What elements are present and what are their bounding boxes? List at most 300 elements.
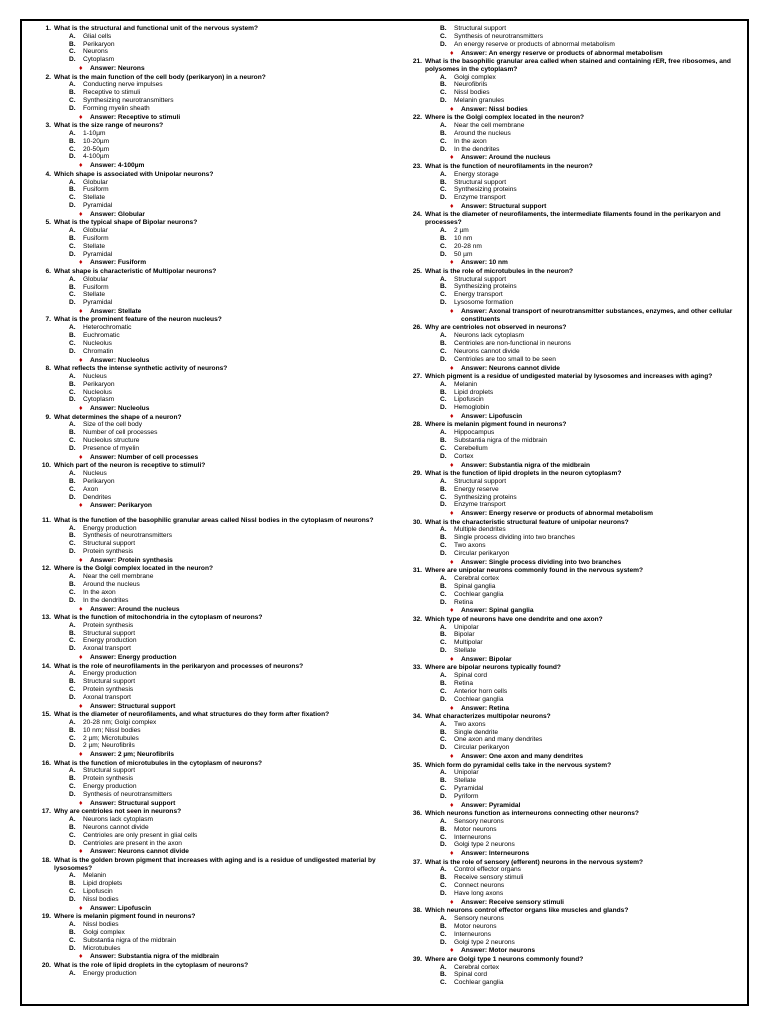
- question-number: 2 .: [36, 74, 51, 82]
- answer-line: [36, 259, 381, 267]
- document-page: [20, 19, 749, 1006]
- option-text: Around the nucleus: [83, 581, 140, 588]
- option-text: Nucleolus: [83, 388, 112, 396]
- option-text: Cerebral cortex: [454, 963, 500, 971]
- question-block: [36, 316, 381, 364]
- red-diamond-bullet-icon: ♦: [79, 556, 83, 564]
- option-text: 10-20µm: [83, 137, 110, 145]
- option-text: Fusiform: [83, 234, 109, 242]
- option-letter: C .: [440, 979, 447, 987]
- option-text: 20-28 nm: [454, 242, 482, 250]
- question-number: 4 .: [36, 171, 51, 179]
- option: [36, 130, 381, 138]
- option-letter: C .: [69, 937, 76, 945]
- option: [36, 348, 381, 356]
- question-block: [407, 567, 747, 615]
- option-text: Receive sensory stimuli: [454, 874, 524, 882]
- option: [407, 680, 747, 688]
- option-text: Energy transport: [454, 291, 503, 299]
- question-block: [36, 122, 381, 170]
- question-text: [407, 713, 747, 721]
- option-letter: D .: [69, 348, 76, 356]
- option-letter: C .: [69, 888, 76, 896]
- option: [36, 291, 381, 299]
- answer-prefix: Answer:: [461, 655, 488, 663]
- option: [36, 437, 381, 445]
- question-label: Where are unipolar neurons commonly found in the nervous system?: [425, 567, 643, 575]
- option-text: Cortex: [454, 452, 474, 460]
- option: [36, 243, 381, 251]
- answer-text: Nucleolus: [117, 405, 150, 413]
- question-label: Why are centrioles not seen in neurons?: [54, 808, 182, 816]
- option: [407, 227, 747, 235]
- option-letter: A .: [69, 276, 76, 284]
- option-letter: B .: [69, 824, 76, 832]
- option-letter: C .: [440, 291, 447, 299]
- answer-prefix: Answer:: [461, 704, 488, 712]
- question-label: Where is the Golgi complex located in the neuron?: [54, 565, 214, 573]
- option-text: Control effector organs: [454, 866, 521, 874]
- question-text: [407, 664, 747, 672]
- question-block: [36, 962, 381, 978]
- option-text: Energy reserve: [454, 485, 499, 493]
- option-text: 2 µm; Microtubules: [83, 734, 139, 742]
- option-text: Single dendrite: [454, 728, 498, 736]
- option-letter: B .: [440, 283, 447, 291]
- question-block: [407, 810, 747, 858]
- option-text: Number of cell processes: [83, 429, 158, 437]
- option-letter: D .: [440, 194, 447, 202]
- question-block: [36, 25, 381, 73]
- question-block: [36, 517, 381, 565]
- option-letter: B .: [440, 971, 447, 979]
- question-text: [36, 268, 381, 276]
- option-letter: A .: [69, 81, 76, 89]
- option-text: Nissl bodies: [83, 921, 119, 928]
- option: [36, 791, 381, 799]
- option-letter: A .: [69, 970, 76, 978]
- option: [36, 33, 381, 41]
- red-diamond-bullet-icon: ♦: [450, 364, 454, 372]
- option: [36, 929, 381, 937]
- option-letter: B .: [69, 186, 76, 194]
- option-letter: B .: [69, 478, 76, 486]
- red-diamond-bullet-icon: ♦: [79, 654, 83, 662]
- question-number: 1 .: [36, 25, 51, 33]
- question-text: [407, 114, 747, 122]
- option-letter: D .: [440, 146, 447, 154]
- question-block: [407, 211, 747, 267]
- question-number: 31 .: [407, 567, 422, 575]
- answer-line: [36, 405, 381, 413]
- answer-line: [407, 947, 747, 955]
- option-text: Cochlear ganglia: [454, 695, 504, 703]
- red-diamond-bullet-icon: ♦: [450, 105, 454, 113]
- option-letter: C .: [440, 931, 447, 939]
- option-text: Nucleus: [83, 372, 107, 380]
- option: [36, 105, 381, 113]
- option-text: Melanin granules: [454, 97, 505, 105]
- option-text: Receptive to stimuli: [83, 89, 141, 97]
- question-label: What is the role of neurofilaments in the perikaryon and processes of neurons?: [54, 662, 304, 670]
- option: [36, 251, 381, 259]
- option-letter: B .: [69, 89, 76, 97]
- red-diamond-bullet-icon: ♦: [79, 308, 83, 316]
- answer-line: [407, 656, 747, 664]
- option-text: Fusiform: [83, 186, 109, 194]
- option-text: Structural support: [83, 767, 136, 775]
- option: [36, 299, 381, 307]
- option-letter: B .: [69, 581, 76, 589]
- option-letter: D .: [69, 645, 76, 653]
- option: [407, 146, 747, 154]
- option: [407, 841, 747, 849]
- option: [36, 767, 381, 775]
- option: [407, 818, 747, 826]
- option-letter: A .: [440, 526, 447, 534]
- option: [407, 130, 747, 138]
- question-label: Where are Golgi type 1 neurons commonly found?: [425, 955, 584, 963]
- option-letter: B .: [440, 25, 447, 33]
- option-letter: C .: [440, 591, 447, 599]
- question-label: What is the function of mitochondria in the cytoplasm of neurons?: [54, 613, 263, 621]
- question-label: What is the diameter of neurofilaments, the intermediate filaments found in the perikaryon and processes?: [425, 211, 721, 227]
- option-text: Lysosome formation: [454, 299, 514, 307]
- option: [36, 478, 381, 486]
- option-letter: A .: [440, 866, 447, 874]
- option-letter: C .: [69, 735, 76, 743]
- option-text: Energy production: [83, 670, 137, 678]
- option-letter: C .: [440, 882, 447, 890]
- option-letter: A .: [69, 227, 76, 235]
- option-text: Neurons lack cytoplasm: [454, 332, 524, 340]
- question-number: 14 .: [36, 663, 51, 671]
- question-label: What is the role of lipid droplets in the cytoplasm of neurons?: [54, 961, 249, 969]
- option-text: Structural support: [83, 678, 136, 686]
- question-text: [407, 268, 747, 276]
- option-letter: B .: [440, 680, 447, 688]
- red-diamond-bullet-icon: ♦: [79, 453, 83, 461]
- answer-text: Fusiform: [117, 259, 147, 267]
- option-letter: A .: [440, 171, 447, 179]
- option-letter: B .: [440, 81, 447, 89]
- question-label: Where is melanin pigment found in neurons?: [54, 913, 196, 921]
- option-text: Nissl bodies: [454, 89, 490, 97]
- option-text: Energy production: [83, 969, 137, 977]
- answer-prefix: Answer:: [461, 105, 488, 113]
- question-label: What determines the shape of a neuron?: [54, 413, 182, 421]
- question-number: 33 .: [407, 664, 422, 672]
- option-letter: B .: [69, 630, 76, 638]
- option: [36, 89, 381, 97]
- answer-line: [36, 114, 381, 122]
- option: [407, 769, 747, 777]
- question-block: [36, 365, 381, 413]
- option-letter: A .: [440, 276, 447, 284]
- option-letter: A .: [440, 575, 447, 583]
- red-diamond-bullet-icon: ♦: [450, 898, 454, 906]
- option-text: Energy production: [83, 637, 137, 645]
- question-number: 16 .: [36, 760, 51, 768]
- question-text: [36, 414, 381, 422]
- option-text: Perikaryon: [83, 380, 115, 388]
- answer-line: [36, 357, 381, 365]
- option-letter: A .: [69, 130, 76, 138]
- option-text: 2 µm: [454, 227, 469, 235]
- option-letter: D .: [440, 599, 447, 607]
- answer-text: Motor neurons: [488, 947, 536, 955]
- answer-prefix: Answer:: [90, 605, 117, 613]
- answer-prefix: Answer:: [90, 259, 117, 267]
- option-text: Golgi type 2 neurons: [454, 938, 515, 946]
- question-label: What is the prominent feature of the neuron nucleus?: [54, 316, 222, 324]
- option-text: Pyramidal: [83, 202, 113, 210]
- red-diamond-bullet-icon: ♦: [450, 259, 454, 267]
- question-label: What is the function of lipid droplets in the neuron cytoplasm?: [425, 470, 622, 478]
- option-text: Size of the cell body: [83, 421, 143, 429]
- option-letter: A .: [69, 324, 76, 332]
- option: [36, 888, 381, 896]
- question-text: [36, 565, 381, 573]
- option-text: Retina: [454, 598, 474, 606]
- option-letter: A .: [440, 381, 447, 389]
- answer-line: [36, 454, 381, 462]
- question-label: Which neurons control effector organs like muscles and glands?: [425, 907, 629, 915]
- option-letter: B .: [440, 874, 447, 882]
- option-letter: D .: [440, 550, 447, 558]
- answer-line: [36, 953, 381, 961]
- question-number: 25 .: [407, 268, 422, 276]
- answer-prefix: Answer:: [90, 751, 117, 759]
- question-block: [36, 219, 381, 267]
- question-block: [407, 324, 747, 372]
- option: [407, 291, 747, 299]
- option-text: Hippocampus: [454, 429, 495, 437]
- option-letter: D .: [69, 694, 76, 702]
- option-text: Synthesizing proteins: [454, 493, 517, 501]
- answer-prefix: Answer:: [90, 904, 117, 912]
- option-letter: A .: [69, 872, 76, 880]
- option-letter: A .: [440, 624, 447, 632]
- option-letter: C .: [69, 291, 76, 299]
- question-block: [407, 268, 747, 324]
- option: [36, 202, 381, 210]
- answer-line: [407, 705, 747, 713]
- option: [407, 332, 747, 340]
- red-diamond-bullet-icon: ♦: [450, 49, 454, 57]
- question-label: Where is melanin pigment found in neurons?: [425, 421, 567, 429]
- answer-text: Structural support: [117, 799, 176, 807]
- option-text: Multiple dendrites: [454, 526, 506, 534]
- option-text: Near the cell membrane: [454, 122, 525, 130]
- answer-text: Energy production: [117, 654, 177, 662]
- question-number: 15 .: [36, 711, 51, 719]
- red-diamond-bullet-icon: ♦: [450, 801, 454, 809]
- option-text: Glial cells: [83, 32, 112, 40]
- question-label: What shape is characteristic of Multipolar neurons?: [54, 267, 217, 275]
- option-text: Circular perikaryon: [454, 549, 510, 557]
- question-label: What is the main function of the cell body (perikaryon) in a neuron?: [54, 73, 266, 81]
- answer-prefix: Answer:: [461, 49, 488, 57]
- answer-text: One axon and many dendrites: [488, 753, 584, 761]
- option-text: Cerebral cortex: [454, 575, 500, 583]
- red-diamond-bullet-icon: ♦: [450, 203, 454, 211]
- red-diamond-bullet-icon: ♦: [450, 413, 454, 421]
- option: [407, 171, 747, 179]
- option: [36, 486, 381, 494]
- option-text: Enzyme transport: [454, 501, 506, 509]
- option: [407, 356, 747, 364]
- option-letter: D .: [440, 404, 447, 412]
- option: [36, 832, 381, 840]
- question-block: [36, 808, 381, 856]
- answer-line: [407, 559, 747, 567]
- option-letter: B .: [69, 235, 76, 243]
- option-text: In the axon: [454, 137, 487, 145]
- answer-text: Bipolar: [488, 655, 512, 663]
- answer-prefix: Answer:: [90, 453, 117, 461]
- option-text: Microtubules: [83, 944, 121, 952]
- answer-line: [36, 751, 381, 759]
- option-text: Structural support: [454, 477, 507, 485]
- option-letter: A .: [69, 373, 76, 381]
- option-letter: D .: [440, 841, 447, 849]
- option: [36, 824, 381, 832]
- option-letter: D .: [69, 896, 76, 904]
- option-text: Protein synthesis: [83, 621, 134, 629]
- option-letter: B .: [69, 678, 76, 686]
- red-diamond-bullet-icon: ♦: [79, 259, 83, 267]
- option-letter: B .: [440, 179, 447, 187]
- option-letter: D .: [69, 742, 76, 750]
- red-diamond-bullet-icon: ♦: [450, 947, 454, 955]
- option-text: 20-50µm: [83, 145, 110, 153]
- option: [407, 639, 747, 647]
- option-text: Unipolar: [454, 623, 479, 631]
- answer-prefix: Answer:: [90, 502, 117, 510]
- option-text: Interneurons: [454, 930, 492, 938]
- answer-prefix: Answer:: [461, 801, 488, 809]
- option-letter: C .: [440, 243, 447, 251]
- option-letter: D .: [440, 251, 447, 259]
- option-letter: C .: [440, 834, 447, 842]
- option-letter: D .: [69, 251, 76, 259]
- option-text: Cochlear ganglia: [454, 590, 504, 598]
- option-letter: D .: [69, 396, 76, 404]
- option-letter: B .: [440, 826, 447, 834]
- option-text: Have long axons: [454, 890, 504, 898]
- option-letter: C .: [69, 686, 76, 694]
- option: [407, 550, 747, 558]
- option-letter: B .: [69, 775, 76, 783]
- option-text: Conducting nerve impulses: [83, 81, 163, 89]
- option: [36, 284, 381, 292]
- option-letter: B .: [69, 41, 76, 49]
- option-text: Near the cell membrane: [83, 573, 154, 581]
- option-text: Centrioles are present in the axon: [83, 839, 182, 847]
- option-text: Energy production: [83, 524, 137, 532]
- question-block: [36, 414, 381, 462]
- option-letter: C .: [440, 494, 447, 502]
- answer-prefix: Answer:: [461, 850, 488, 858]
- question-block: [36, 74, 381, 122]
- option-letter: A .: [440, 227, 447, 235]
- option-letter: B .: [69, 429, 76, 437]
- answer-text: Single process dividing into two branches: [488, 558, 622, 566]
- answer-prefix: Answer:: [461, 753, 488, 761]
- question-number: 5 .: [36, 219, 51, 227]
- option-letter: D .: [440, 356, 447, 364]
- option: [407, 964, 747, 972]
- answer-line: [36, 308, 381, 316]
- question-label: What is the function of the basophilic granular areas called Nissl bodies in the cytoplasm of neurons?: [54, 516, 374, 524]
- option: [407, 971, 747, 979]
- answer-text: Protein synthesis: [117, 556, 173, 564]
- option-text: Bipolar: [454, 631, 475, 639]
- option: [36, 686, 381, 694]
- answer-line: [407, 850, 747, 858]
- answer-prefix: Answer:: [461, 308, 488, 316]
- question-number: 11 .: [36, 517, 51, 525]
- option-letter: D .: [69, 548, 76, 556]
- question-number: 6 .: [36, 268, 51, 276]
- answer-line: [407, 510, 747, 518]
- option-text: Neurofibrils: [454, 81, 488, 89]
- option-letter: C .: [440, 89, 447, 97]
- option-letter: B .: [440, 534, 447, 542]
- option-text: Structural support: [454, 178, 507, 186]
- option-letter: C .: [69, 589, 76, 597]
- option-text: Perikaryon: [83, 40, 115, 48]
- answer-line: [407, 308, 747, 324]
- option-text: Fusiform: [83, 283, 109, 291]
- option: [36, 194, 381, 202]
- answer-line: [36, 211, 381, 219]
- option-letter: A .: [69, 670, 76, 678]
- option-letter: C .: [440, 736, 447, 744]
- option: [36, 719, 381, 727]
- answer-prefix: Answer:: [90, 308, 117, 316]
- option-text: Structural support: [454, 25, 507, 32]
- question-text: [36, 913, 381, 921]
- red-diamond-bullet-icon: ♦: [79, 904, 83, 912]
- option-letter: A .: [440, 964, 447, 972]
- answer-line: [36, 162, 381, 170]
- option: [36, 548, 381, 556]
- option-text: Around the nucleus: [454, 129, 511, 137]
- question-label: What is the structural and functional unit of the nervous system?: [54, 25, 259, 32]
- question-label: What is the characteristic structural feature of unipolar neurons?: [425, 518, 629, 526]
- question-number: 27 .: [407, 373, 422, 381]
- option: [407, 647, 747, 655]
- option-letter: B .: [440, 340, 447, 348]
- question-label: Where are bipolar neurons typically found?: [425, 664, 561, 672]
- option: [407, 874, 747, 882]
- red-diamond-bullet-icon: ♦: [450, 704, 454, 712]
- question-number: 24 .: [407, 211, 422, 219]
- option-letter: A .: [69, 470, 76, 478]
- answer-prefix: Answer:: [90, 848, 117, 856]
- option: [407, 89, 747, 97]
- option-letter: C .: [440, 688, 447, 696]
- answer-line: [407, 753, 747, 761]
- red-diamond-bullet-icon: ♦: [79, 605, 83, 613]
- option-letter: A .: [69, 421, 76, 429]
- answer-prefix: Answer:: [90, 556, 117, 564]
- question-block: [407, 762, 747, 810]
- answer-text: Structural support: [117, 702, 176, 710]
- question-label: Which part of the neuron is receptive to stimuli?: [54, 462, 206, 470]
